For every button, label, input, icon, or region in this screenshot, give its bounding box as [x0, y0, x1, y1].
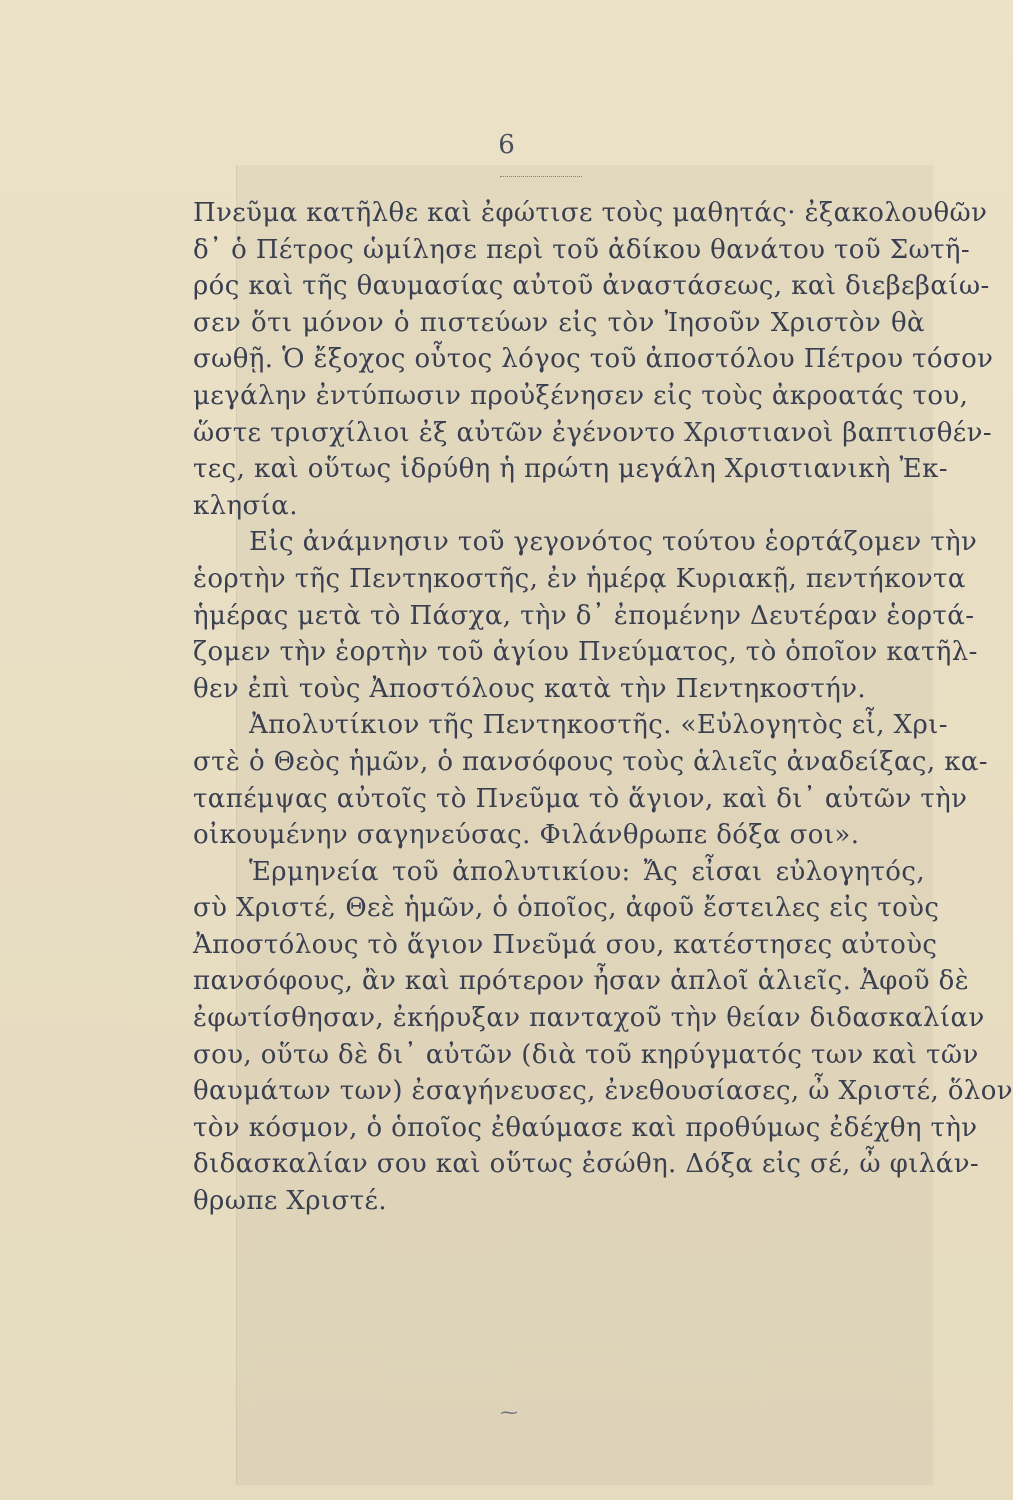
text-line: Ἀποστόλους τὸ ἅγιον Πνεῦμά σου, κατέστησες αὐτοὺς [193, 929, 938, 960]
text-line: θεν ἐπὶ τοὺς Ἀποστόλους κατὰ τὴν Πεντηκοστήν. [193, 673, 867, 704]
text-line: σὺ Χριστέ, Θεὲ ἡμῶν, ὁ ὁποῖος, ἀφοῦ ἔστειλες εἰς τοὺς [193, 893, 940, 924]
text-line: Ἀπολυτίκιον τῆς Πεντηκοστῆς. «Εὐλογητὸς εἶ, Χρι- [249, 710, 948, 741]
text-line: Ἑρμηνεία τοῦ ἀπολυτικίου: Ἄς εἶσαι εὐλογητός, [249, 856, 925, 887]
text-line: ἡμέρας μετὰ τὸ Πάσχα, τὴν δ᾽ ἐπομένην Δευτέραν ἑορτά- [193, 600, 975, 631]
text-line: ζομεν τὴν ἑορτὴν τοῦ ἁγίου Πνεύματος, τὸ ὁποῖον κατῆλ- [193, 637, 978, 668]
text-line: ἐφωτίσθησαν, ἐκήρυξαν πανταχοῦ τὴν θείαν διδασκαλίαν [193, 1003, 985, 1034]
text-line: τες, καὶ οὕτως ἱδρύθη ἡ πρώτη μεγάλη Χριστιανικὴ Ἐκ- [193, 454, 948, 485]
text-line: διδασκαλίαν σου καὶ οὕτως ἐσώθη. Δόξα εἰς σέ, ὦ φιλάν- [193, 1149, 980, 1180]
body-text [193, 195, 1013, 1220]
text-line: σεν ὅτι μόνον ὁ πιστεύων εἰς τὸν Ἰησοῦν Χριστὸν θὰ [193, 307, 925, 338]
text-line: Πνεῦμα κατῆλθε καὶ ἐφώτισε τοὺς μαθητάς· ἐξακολουθῶν [193, 198, 988, 228]
text-line: οἰκουμένην σαγηνεύσας. Φιλάνθρωπε δόξα σοι». [193, 820, 860, 851]
page-number: 6 [498, 130, 515, 160]
text-line: θαυμάτων των) ἐσαγήνευσες, ἐνεθουσίασες, ὦ Χριστέ, ὅλον [193, 1076, 1013, 1107]
text-line: στὲ ὁ Θεὸς ἡμῶν, ὁ πανσόφους τοὺς ἁλιεῖς ἀναδείξας, κα- [193, 746, 988, 777]
printer-mark: ⁓ [500, 1402, 518, 1423]
text-line: Εἰς ἀνάμνησιν τοῦ γεγονότος τούτου ἑορτάζομεν τὴν [249, 527, 978, 558]
text-line: μεγάλην ἐντύπωσιν προὐξένησεν εἰς τοὺς ἀκροατάς του, [193, 380, 969, 411]
text-line: δ᾽ ὁ Πέτρος ὡμίλησε περὶ τοῦ ἀδίκου θανάτου τοῦ Σωτῆ- [193, 234, 971, 265]
text-line: ταπέμψας αὐτοῖς τὸ Πνεῦμα τὸ ἅγιον, καὶ δι᾽ αὐτῶν τὴν [193, 783, 968, 814]
text-line: κλησία. [193, 490, 298, 521]
text-line: θρωπε Χριστέ. [193, 1186, 388, 1217]
text-line: σωθῇ. Ὁ ἔξοχος οὗτος λόγος τοῦ ἀποστόλου Πέτρου τόσον [193, 344, 994, 375]
text-line: ὥστε τρισχίλιοι ἐξ αὐτῶν ἐγένοντο Χριστιανοὶ βαπτισθέν- [193, 417, 993, 448]
text-line: σου, οὕτω δὲ δι᾽ αὐτῶν (διὰ τοῦ κηρύγματός των καὶ τῶν [193, 1039, 979, 1070]
text-line: τὸν κόσμον, ὁ ὁποῖος ἐθαύμασε καὶ προθύμως ἐδέχθη τὴν [193, 1112, 978, 1143]
text-line: ρός καὶ τῆς θαυμασίας αὐτοῦ ἀναστάσεως, καὶ διεβεβαίω- [193, 271, 990, 302]
text-line: ἑορτὴν τῆς Πεντηκοστῆς, ἐν ἡμέρᾳ Κυριακῇ, πεντήκοντα [193, 563, 966, 594]
text-line: πανσόφους, ἂν καὶ πρότερον ἦσαν ἁπλοῖ ἁλιεῖς. Ἀφοῦ δὲ [193, 966, 970, 997]
header-rule [500, 176, 582, 177]
